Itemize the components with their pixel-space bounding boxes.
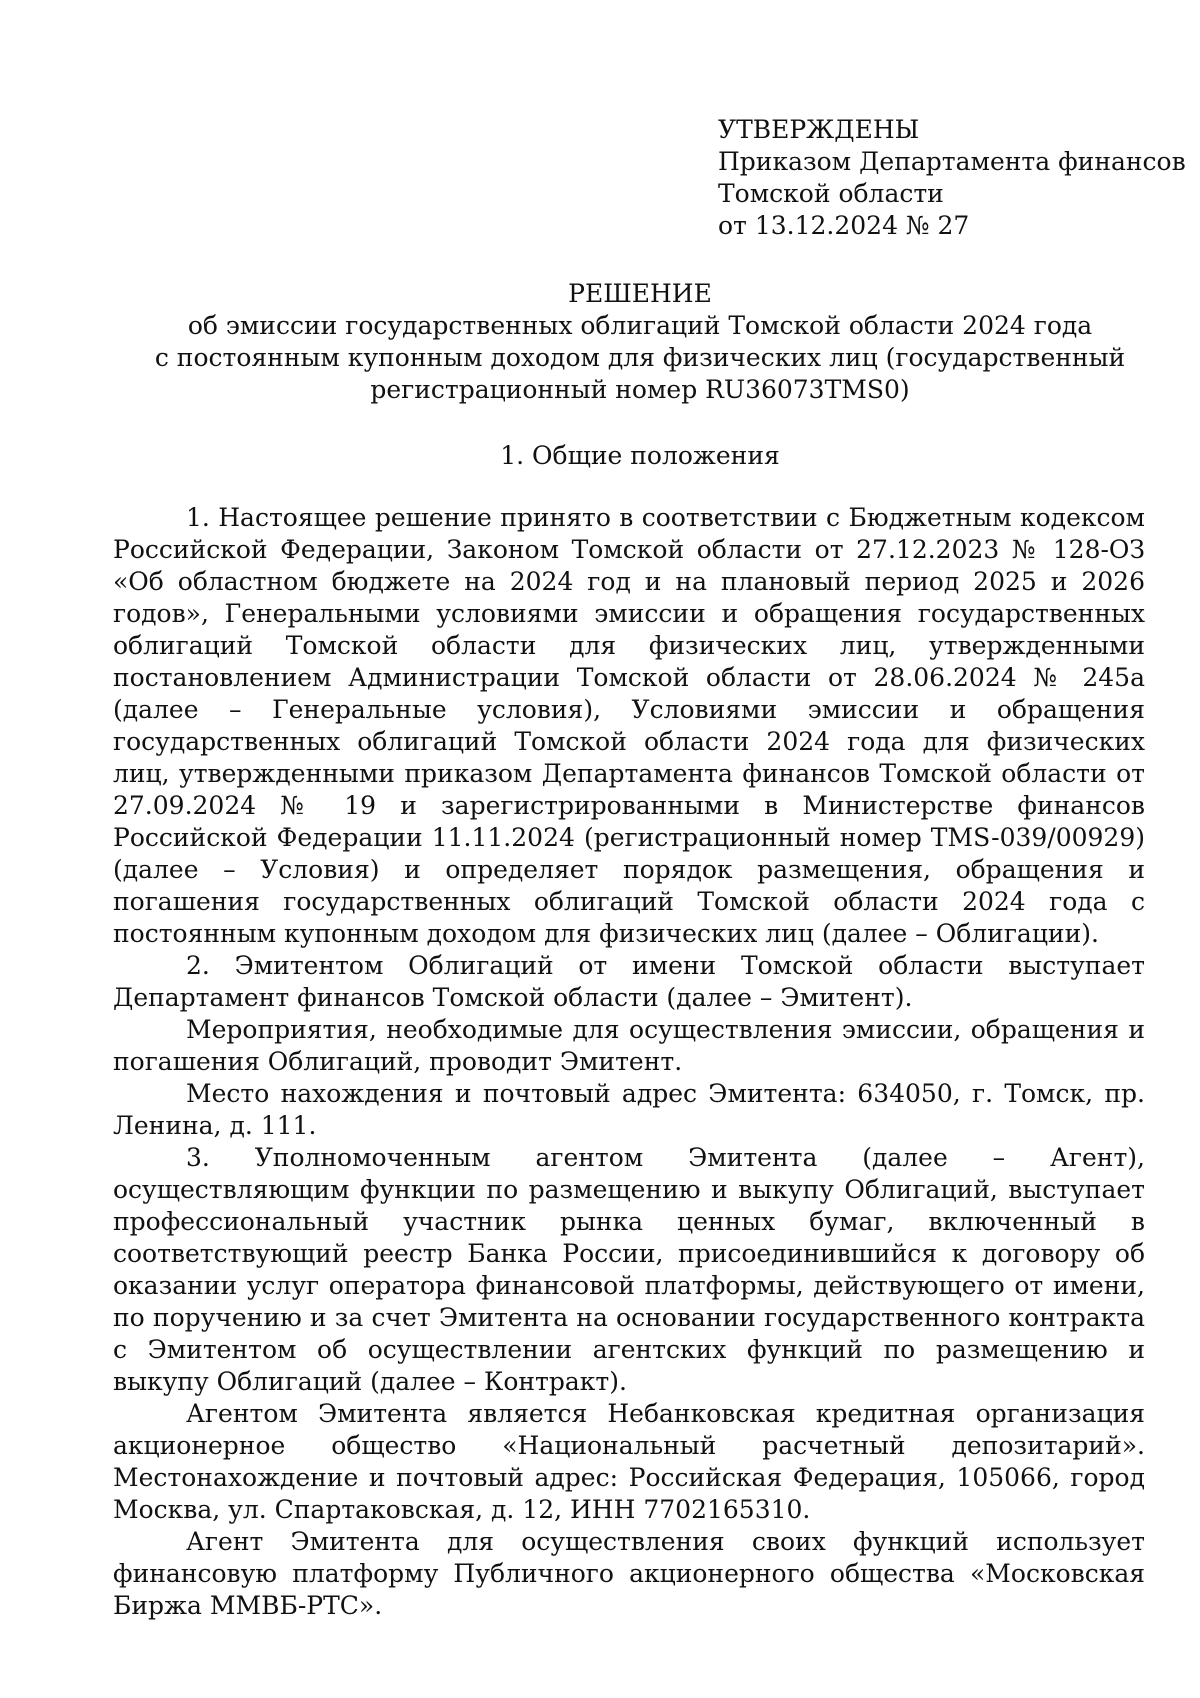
paragraph-7: Агент Эмитента для осуществления своих функций использует финансовую платформу Публичного акционерного общества «Московская Биржа ММВБ-РТС». (113, 1527, 1145, 1620)
paragraph-6: Агентом Эмитента является Небанковская кредитная организация акционерное общество «Национальный расчетный депозитарий». Местонахождение и почтовый адрес: Российская Федерация, 105066, город Москва, ул. Спартаковская, д. 12, ИНН 7702165310. (113, 1399, 1145, 1524)
approval-order-line: Приказом Департамента финансов (718, 147, 1186, 176)
approval-heading: УТВЕРЖДЕНЫ (718, 115, 920, 144)
paragraph-3: Мероприятия, необходимые для осуществления эмиссии, обращения и погашения Облигаций, проводит Эмитент. (113, 1015, 1145, 1076)
paragraph-2: 2. Эмитентом Облигаций от имени Томской области выступает Департамент финансов Томской области (далее – Эмитент). (113, 951, 1145, 1012)
approval-region-line: Томской области (718, 179, 944, 208)
section-heading: 1. Общие положения (500, 441, 780, 470)
paragraph-4: Место нахождения и почтовый адрес Эмитента: 634050, г. Томск, пр. Ленина, д. 111. (113, 1079, 1145, 1140)
paragraph-1: 1. Настоящее решение принято в соответствии с Бюджетным кодексом Российской Федерации, Законом Томской области от 27.12.2023 № 128-ОЗ «Об областном бюджете на 2024 год и на плановый период 2025 и 2026 годов», Генеральными условиями эмиссии и обращения государственных облигаций Томской области для физических лиц, утвержденными постановлением Администрации Томской области от 28.06.2024 № 245а (далее – Генеральные условия), Условиями эмиссии и обращения государственных облигаций Томской области 2024 года для физических лиц, утвержденными приказом Департамента финансов Томской области от 27.09.2024 № 19 и зарегистрированными в Министерстве финансов Российской Федерации 11.11.2024 (регистрационный номер TMS-039/00929) (далее – Условия) и определяет порядок размещения, обращения и погашения государственных облигаций Томской области 2024 года с постоянным купонным доходом для физических лиц (далее – Облигации). (113, 503, 1145, 948)
document-title: РЕШЕНИЕ (568, 279, 712, 308)
document-subtitle (120, 310, 1160, 406)
approval-date-line: от 13.12.2024 № 27 (718, 211, 970, 240)
document-body (113, 502, 1145, 1622)
subtitle-line-3: регистрационный номер RU36073TMS0) (370, 375, 910, 404)
paragraph-5: 3. Уполномоченным агентом Эмитента (далее – Агент), осуществляющим функции по размещению и выкупу Облигаций, выступает профессиональный участник рынка ценных бумаг, включенный в соответствующий реестр Банка России, присоединившийся к договору об оказании услуг оператора финансовой платформы, действующего от имени, по поручению и за счет Эмитента на основании государственного контракта с Эмитентом об осуществлении агентских функций по размещению и выкупу Облигаций (далее – Контракт). (113, 1143, 1145, 1396)
subtitle-line-1: об эмиссии государственных облигаций Томской области 2024 года (187, 311, 1093, 340)
approval-stamp (718, 114, 1186, 242)
subtitle-line-2: с постоянным купонным доходом для физических лиц (государственный (154, 343, 1126, 372)
